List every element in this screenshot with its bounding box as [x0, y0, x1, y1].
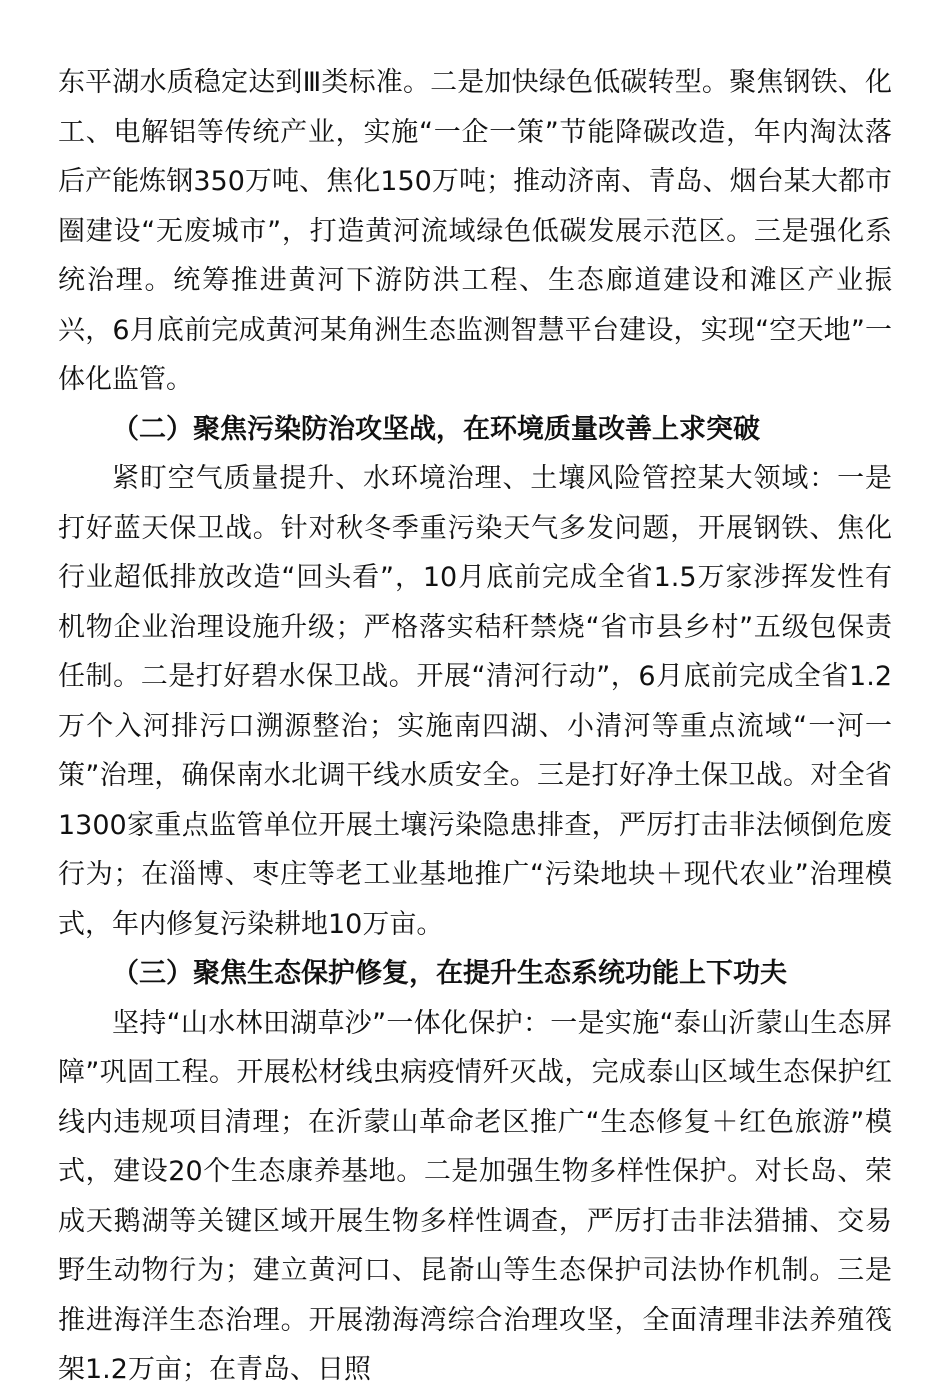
section-heading-2: （二）聚焦污染防治攻坚战，在环境质量改善上求突破: [112, 413, 760, 445]
body-paragraph-pollution: 紧盯空气质量提升、水环境治理、土壤风险管控某大领域：一是打好蓝天保卫战。针对秋冬季重污染天气多发问题，开展钢铁、焦化行业超低排放改造“回头看”，10月底前完成全省1.5万家涉挥发性有机物企业治理设施升级；严格落实秸秆禁烧“省市县乡村”五级包保责任制。二是打好碧水保卫战。开展“清河行动”，6月底前完成全省1.2万个入河排污口溯源整治；实施南四湖、小清河等重点流域“一河一策”治理，确保南水北调干线水质安全。三是打好净土保卫战。对全省1300家重点监管单位开展土壤污染隐患排查，严厉打击非法倾倒危废行为；在淄博、枣庄等老工业基地推广“污染地块＋现代农业”治理模式，年内修复污染耕地10万亩。: [58, 463, 892, 940]
document-page: [58, 58, 892, 1395]
body-paragraph-continued: 东平湖水质稳定达到Ⅲ类标准。二是加快绿色低碳转型。聚焦钢铁、化工、电解铝等传统产业，实施“一企一策”节能降碳改造，年内淘汰落后产能炼钢350万吨、焦化150万吨；推动济南、青岛、烟台某大都市圈建设“无废城市”，打造黄河流域绿色低碳发展示范区。三是强化系统治理。统筹推进黄河下游防洪工程、生态廊道建设和滩区产业振兴，6月底前完成黄河某角洲生态监测智慧平台建设，实现“空天地”一体化监管。: [58, 67, 892, 395]
section-heading-3: （三）聚焦生态保护修复，在提升生态系统功能上下功夫: [112, 958, 787, 989]
body-paragraph-ecology: 坚持“山水林田湖草沙”一体化保护：一是实施“泰山沂蒙山生态屏障”巩固工程。开展松材线虫病疫情歼灭战，完成泰山区域生态保护红线内违规项目清理；在沂蒙山革命老区推广“生态修复＋红色旅游”模式，建设20个生态康养基地。二是加强生物多样性保护。对长岛、荣成天鹅湖等关键区域开展生物多样性调查，严厉打击非法猎捕、交易野生动物行为；建立黄河口、昆嵛山等生态保护司法协作机制。三是推进海洋生态治理。开展渤海湾综合治理攻坚，全面清理非法养殖筏架1.2万亩；在青岛、日照: [58, 1007, 892, 1385]
